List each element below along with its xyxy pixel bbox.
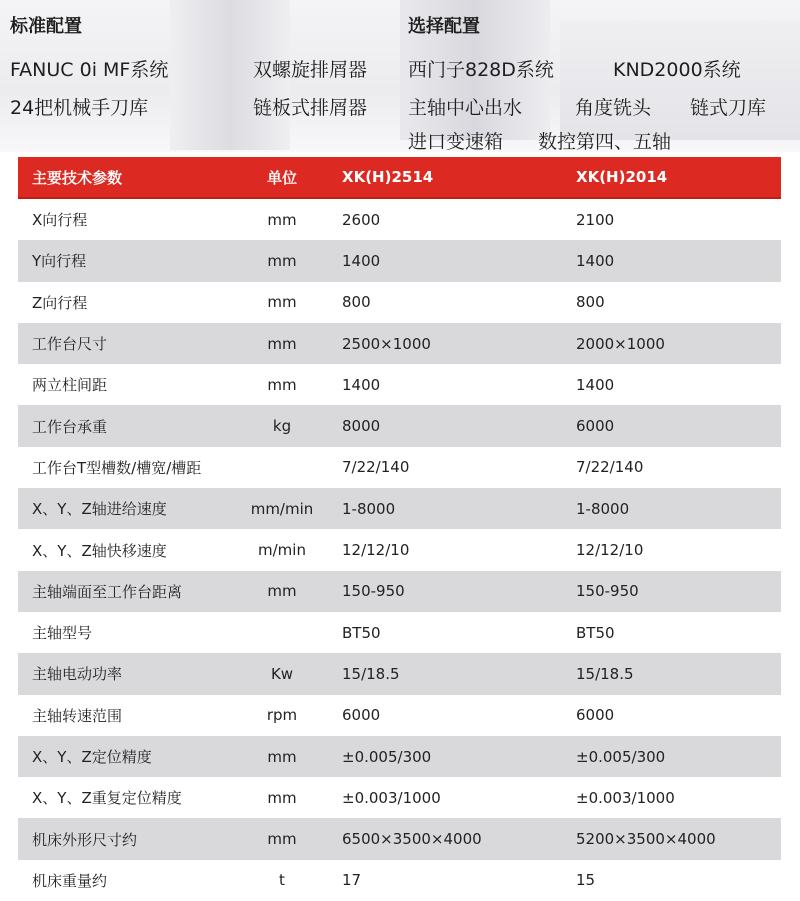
standard-config-title: 标准配置 [10,16,82,37]
standard-config-item: 双螺旋排屑器 [253,59,368,81]
value-2014: 1400 [568,364,781,405]
param-name: X向行程 [18,198,230,240]
param-unit: mm [230,323,334,364]
standard-config-item: 24把机械手刀库 [10,97,149,119]
table-row [18,488,781,529]
value-2014: 6000 [568,695,781,736]
table-row [18,529,781,570]
optional-config-item: 进口变速箱 [408,131,504,152]
param-unit: mm [230,240,334,281]
param-name: 工作台承重 [18,405,230,446]
param-unit [230,447,334,488]
param-unit: mm [230,571,334,612]
value-2514: 1400 [334,364,568,405]
param-name: 主轴转速范围 [18,695,230,736]
value-2514: 1-8000 [334,488,568,529]
table-row [18,612,781,653]
optional-config-item: 链式刀库 [690,97,767,119]
param-unit: mm/min [230,488,334,529]
value-2014: 6000 [568,405,781,446]
param-name: X、Y、Z定位精度 [18,736,230,777]
optional-config-title: 选择配置 [408,16,480,37]
value-2514: 1400 [334,240,568,281]
value-2014: 7/22/140 [568,447,781,488]
param-unit: t [230,860,334,901]
value-2514: 17 [334,860,568,901]
value-2014: 2100 [568,198,781,240]
table-row [18,736,781,777]
param-unit [230,612,334,653]
table-row [18,695,781,736]
value-2014: 5200×3500×4000 [568,818,781,859]
param-name: 机床外形尺寸约 [18,818,230,859]
param-name: 主轴端面至工作台距离 [18,571,230,612]
value-2014: 12/12/10 [568,529,781,570]
value-2014: 2000×1000 [568,323,781,364]
value-2014: 15/18.5 [568,653,781,694]
value-2514: 15/18.5 [334,653,568,694]
optional-config-item: KND2000系统 [613,59,741,81]
param-name: 两立柱间距 [18,364,230,405]
optional-config-item: 数控第四、五轴 [538,131,672,152]
optional-config-item: 西门子828D系统 [408,59,554,81]
value-2014: BT50 [568,612,781,653]
spec-table-header [18,157,781,198]
value-2014: 1-8000 [568,488,781,529]
value-2514: 12/12/10 [334,529,568,570]
standard-config-item: FANUC 0i MF系统 [10,59,169,81]
param-unit: mm [230,282,334,323]
value-2514: 6500×3500×4000 [334,818,568,859]
value-2514: 7/22/140 [334,447,568,488]
value-2514: BT50 [334,612,568,653]
value-2514: 2500×1000 [334,323,568,364]
param-unit: mm [230,364,334,405]
param-name: 机床重量约 [18,860,230,901]
table-row [18,777,781,818]
table-row [18,571,781,612]
header-model-2014: XK(H)2014 [568,157,781,198]
param-unit: mm [230,198,334,240]
param-name: X、Y、Z轴进给速度 [18,488,230,529]
table-row [18,405,781,446]
table-row [18,364,781,405]
value-2514: ±0.005/300 [334,736,568,777]
value-2014: 800 [568,282,781,323]
param-name: 工作台尺寸 [18,323,230,364]
param-unit: rpm [230,695,334,736]
param-unit: Kw [230,653,334,694]
optional-config-item: 主轴中心出水 [408,97,523,119]
header-unit: 单位 [230,157,334,198]
standard-config-item: 链板式排屑器 [253,97,368,119]
value-2014: 15 [568,860,781,901]
value-2014: ±0.003/1000 [568,777,781,818]
header-param: 主要技术参数 [18,157,230,198]
table-row [18,860,781,901]
param-unit: mm [230,777,334,818]
param-unit: m/min [230,529,334,570]
value-2514: ±0.003/1000 [334,777,568,818]
table-row [18,282,781,323]
table-row [18,240,781,281]
param-unit: mm [230,818,334,859]
spec-table-body [18,198,781,901]
table-row [18,323,781,364]
value-2014: ±0.005/300 [568,736,781,777]
table-row [18,818,781,859]
table-row [18,447,781,488]
param-name: Y向行程 [18,240,230,281]
param-name: 主轴型号 [18,612,230,653]
value-2514: 2600 [334,198,568,240]
table-row [18,198,781,240]
optional-config-item: 角度铣头 [575,97,652,119]
param-unit: kg [230,405,334,446]
param-name: X、Y、Z重复定位精度 [18,777,230,818]
value-2014: 150-950 [568,571,781,612]
table-row [18,653,781,694]
header-model-2514: XK(H)2514 [334,157,568,198]
value-2514: 6000 [334,695,568,736]
value-2514: 800 [334,282,568,323]
param-name: 主轴电动功率 [18,653,230,694]
value-2514: 8000 [334,405,568,446]
param-unit: mm [230,736,334,777]
spec-table [18,157,781,901]
param-name: Z向行程 [18,282,230,323]
value-2014: 1400 [568,240,781,281]
config-header [0,0,800,152]
param-name: 工作台T型槽数/槽宽/槽距 [18,447,230,488]
param-name: X、Y、Z轴快移速度 [18,529,230,570]
value-2514: 150-950 [334,571,568,612]
